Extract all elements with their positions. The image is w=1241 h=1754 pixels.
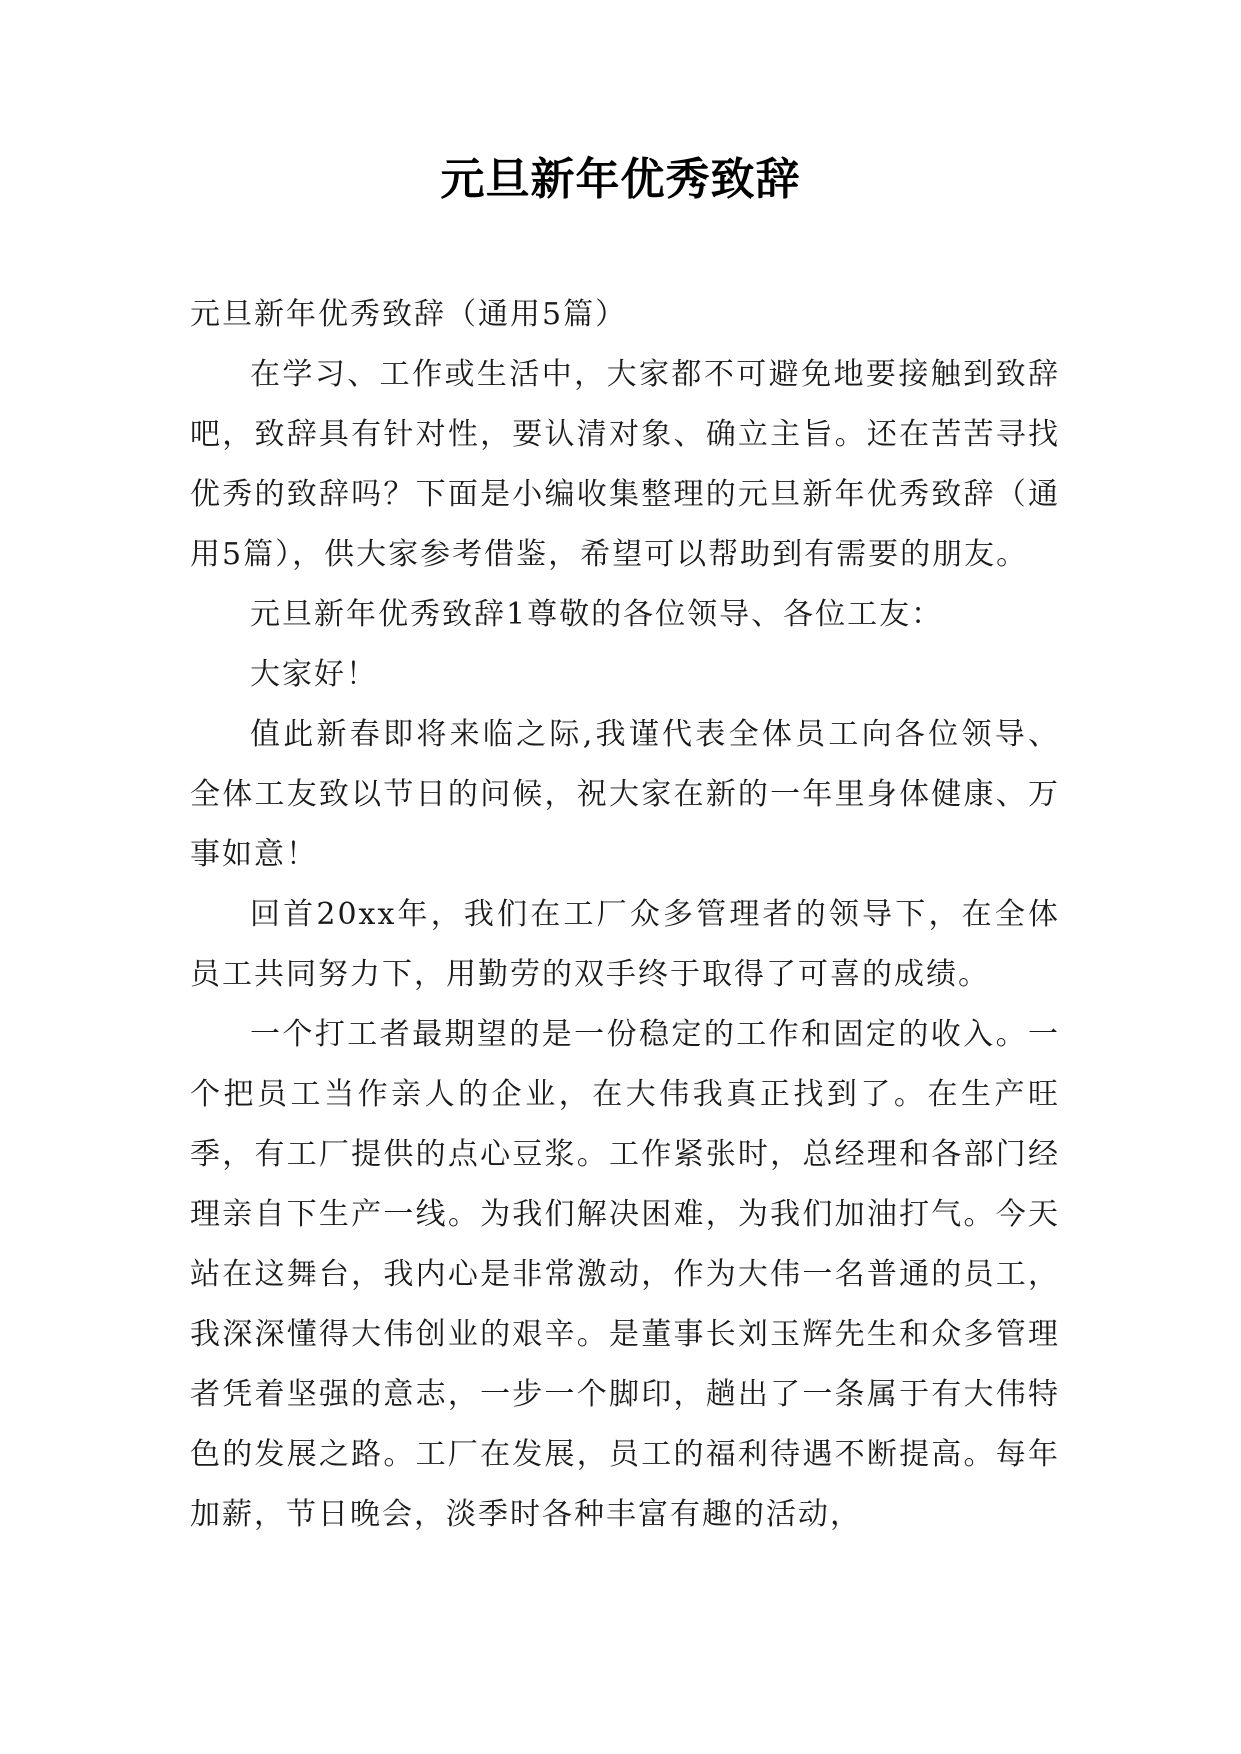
intro-paragraph: 在学习、工作或生活中，大家都不可避免地要接触到致辞吧，致辞具有针对性，要认清对象、确立主旨。还在苦苦寻找优秀的致辞吗？下面是小编收集整理的元旦新年优秀致辞（通用5篇），供大家参考借鉴，希望可以帮助到有需要的朋友。 [190,357,1060,572]
document-body [190,285,1060,1545]
document-title: 元旦新年优秀致辞 [440,154,801,205]
body-paragraph: 一个打工者最期望的是一份稳定的工作和固定的收入。一个把员工当作亲人的企业，在大伟我真正找到了。在生产旺季，有工厂提供的点心豆浆。工作紧张时，总经理和各部门经理亲自下生产一线。为我们解决困难，为我们加油打气。今天站在这舞台，我内心是非常激动，作为大伟一名普通的员工，我深深懂得大伟创业的艰辛。是董事长刘玉辉先生和众多管理者凭着坚强的意志，一步一个脚印，趟出了一条属于有大伟特色的发展之路。工厂在发展，员工的福利待遇不断提高。每年加薪，节日晚会，淡季时各种丰富有趣的活动， [190,1017,1060,1532]
body-paragraph: 回首20xx年，我们在工厂众多管理者的领导下，在全体员工共同努力下，用勤劳的双手终于取得了可喜的成绩。 [190,897,1060,992]
speech-salutation: 元旦新年优秀致辞1尊敬的各位领导、各位工友： [250,597,944,632]
speech-greeting: 大家好！ [250,657,378,692]
document-subtitle: 元旦新年优秀致辞（通用5篇） [190,297,628,332]
body-paragraph: 值此新春即将来临之际,我谨代表全体员工向各位领导、全体工友致以节日的问候，祝大家在新的一年里身体健康、万事如意！ [190,717,1060,872]
